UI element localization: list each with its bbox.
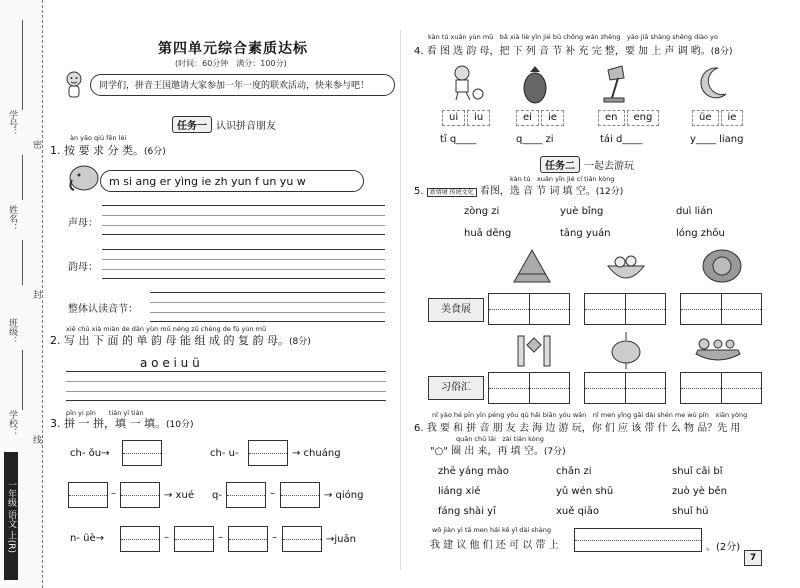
desk-lamp-icon bbox=[600, 64, 636, 104]
q5-score: (12分) bbox=[595, 187, 624, 197]
elephant-icon bbox=[66, 162, 102, 194]
q3-a3: → chuáng bbox=[292, 448, 341, 459]
q4-prompt bbox=[414, 42, 733, 57]
q3-answer-box[interactable] bbox=[228, 526, 268, 552]
q2-number: 2. bbox=[50, 334, 61, 347]
q3-answer-box[interactable] bbox=[68, 482, 108, 508]
option-chip[interactable]: iu bbox=[467, 110, 490, 126]
q4-blank-3[interactable]: tái d____ bbox=[600, 134, 643, 145]
q3-a2: ch- u- bbox=[210, 448, 239, 459]
q5-word[interactable]: zòng zi bbox=[464, 206, 500, 217]
q6-item[interactable]: yǔ wén shū bbox=[556, 486, 614, 497]
q3-dash: – bbox=[218, 532, 223, 543]
q4-number: 4. bbox=[414, 46, 424, 57]
mooncake-icon bbox=[700, 246, 744, 286]
q3-prompt bbox=[50, 415, 193, 431]
q3-dash: – bbox=[111, 488, 116, 499]
q5-word[interactable]: yuè bǐng bbox=[560, 206, 604, 217]
task-two-header bbox=[540, 156, 634, 173]
q6-item[interactable]: shuǐ hú bbox=[672, 506, 709, 517]
q4-pinyin: kàn tú xuǎn yùn mǔ bǎ xià liè yīn jié bǔ chōng wán zhěng yào jiā shàng shēng diào yo bbox=[428, 33, 718, 41]
q1-label-whole: 整体认读音节： bbox=[68, 304, 138, 315]
row-label-food: 美食展 bbox=[428, 298, 484, 322]
q5-word[interactable]: tāng yuán bbox=[560, 228, 611, 239]
q3-b1: → xué bbox=[164, 490, 194, 501]
q3-number: 3. bbox=[50, 417, 61, 430]
page-title: 第四单元综合素质达标 bbox=[158, 41, 308, 57]
q1-label-finals: 韵母： bbox=[68, 262, 98, 273]
q5-word[interactable]: huā dēng bbox=[464, 228, 512, 239]
option-chip[interactable]: ei bbox=[516, 110, 539, 126]
q6-item[interactable]: zuò yè běn bbox=[672, 486, 727, 497]
page-number: 7 bbox=[744, 550, 762, 566]
task-tag: 任务二 bbox=[540, 156, 580, 173]
moon-icon bbox=[696, 64, 732, 102]
q5-prompt bbox=[414, 182, 623, 197]
q3-dash: – bbox=[272, 532, 277, 543]
q6-pinyin-2: quān chū lái zài tián kòng bbox=[456, 435, 544, 443]
q6-tail-pinyin: wǒ jiàn yì tā men hái kě yǐ dài shàng bbox=[432, 526, 551, 534]
q2-vowels: a o e i u ü bbox=[140, 356, 200, 370]
q3-a1: ch- ǒu→ bbox=[70, 448, 110, 459]
margin-line bbox=[22, 350, 23, 410]
q6-number: 6. bbox=[414, 423, 424, 434]
q3-text: 拼 一 拼，填 一 填。 bbox=[64, 417, 166, 430]
lantern-icon bbox=[606, 330, 646, 370]
task-name: 认识拼音朋友 bbox=[216, 121, 276, 132]
q3-pinyin: pīn yi pīn tián yi tián bbox=[66, 409, 144, 417]
q1-writing-line-finals[interactable] bbox=[102, 249, 385, 279]
q6-prompt-2 bbox=[430, 442, 566, 457]
q6-answer-box[interactable] bbox=[574, 528, 702, 552]
q6-score: (7分) bbox=[543, 447, 566, 457]
q4-options-2 bbox=[516, 110, 566, 126]
q5-badge: 新情境 传统文化 bbox=[427, 188, 477, 197]
option-chip[interactable]: ie bbox=[721, 110, 744, 126]
q3-dash: – bbox=[164, 532, 169, 543]
q2-writing-line[interactable] bbox=[66, 371, 386, 401]
q5-pinyin: kàn tú xuǎn yīn jié cí tián kòng bbox=[510, 175, 615, 183]
q6-tail-text: 我 建 议 他 们 还 可 以 带 上 bbox=[430, 540, 559, 551]
page-subtitle: (时间：60分钟 满分：100分) bbox=[175, 59, 287, 68]
margin-line bbox=[22, 155, 23, 200]
task-name: 一起去游玩 bbox=[584, 161, 634, 172]
q3-c2: →juān bbox=[326, 534, 356, 545]
q4-blank-4[interactable]: y____ liang bbox=[690, 134, 744, 145]
q4-options-4 bbox=[692, 110, 745, 126]
row-label-customs: 习俗汇 bbox=[428, 376, 484, 400]
q5-text: 看图，选 音 节 词 填 空。 bbox=[479, 186, 596, 197]
q3-answer-box[interactable] bbox=[174, 526, 214, 552]
q2-score: (8分) bbox=[288, 337, 311, 347]
football-player-icon bbox=[448, 64, 484, 102]
q5-answer-box[interactable] bbox=[488, 293, 570, 325]
q1-number: 1. bbox=[50, 144, 61, 157]
page-divider bbox=[400, 30, 401, 570]
q1-score: (6分) bbox=[144, 147, 166, 157]
q6-text-2: "○" 圈 出 来，再 填 空。 bbox=[430, 446, 544, 457]
label-school: 学校： bbox=[7, 410, 17, 437]
margin-line bbox=[22, 240, 23, 285]
eggplant-icon bbox=[520, 64, 550, 104]
task-tag: 任务一 bbox=[172, 116, 212, 133]
q3-b2: q- bbox=[212, 490, 222, 501]
q6-item[interactable]: zhē yáng mào bbox=[438, 466, 509, 477]
q6-pinyin: nǐ yào hé pīn yīn péng yǒu qù hǎi biān yóu wán nǐ men yīng gāi dài shén me wù pǐn xiān yòng bbox=[432, 411, 748, 419]
q4-options-1 bbox=[442, 110, 492, 126]
q5-word[interactable]: lóng zhōu bbox=[676, 228, 725, 239]
q2-prompt bbox=[50, 332, 311, 348]
q1-writing-line-whole[interactable] bbox=[150, 292, 385, 322]
q3-score: (10分) bbox=[166, 420, 194, 430]
tangyuan-bowl-icon bbox=[604, 246, 648, 286]
task-one-header bbox=[172, 116, 276, 133]
q4-blank-2[interactable]: q____ zi bbox=[516, 134, 554, 145]
q6-tail-score: 。(2分) bbox=[706, 542, 741, 553]
label-name: 姓名： bbox=[7, 205, 17, 232]
option-chip[interactable]: eng bbox=[627, 110, 660, 126]
q3-b3: → qióng bbox=[324, 490, 364, 501]
q2-text: 写 出 下 面 的 单 韵 母 能 组 成 的 复 韵 母。 bbox=[64, 334, 289, 347]
q3-answer-box[interactable] bbox=[280, 482, 320, 508]
q3-answer-box[interactable] bbox=[226, 482, 266, 508]
q5-answer-box[interactable] bbox=[680, 293, 762, 325]
q3-answer-box[interactable] bbox=[120, 482, 160, 508]
q2-pinyin: xiě chū xià miàn de dān yùn mǔ néng zǔ chéng de fù yùn mǔ bbox=[66, 325, 267, 333]
q4-options-3 bbox=[598, 110, 661, 126]
label-class: 班级： bbox=[7, 318, 17, 345]
dragon-boat-icon bbox=[694, 332, 742, 368]
q1-writing-line-initials[interactable] bbox=[102, 205, 385, 235]
seal-mark: 线 bbox=[31, 435, 41, 444]
q3-dash: – bbox=[270, 488, 275, 499]
q1-label-initials: 声母： bbox=[68, 218, 98, 229]
q1-text: 按 要 求 分 类。 bbox=[64, 144, 144, 157]
option-chip[interactable]: üe bbox=[692, 110, 719, 126]
zongzi-icon bbox=[510, 246, 554, 286]
margin-line bbox=[22, 20, 23, 110]
q3-answer-box[interactable] bbox=[120, 526, 160, 552]
q1-letter-bank: m si ang er yìng ie zh yun f un yu w bbox=[100, 170, 364, 192]
q1-prompt bbox=[50, 142, 166, 158]
binding-margin bbox=[0, 0, 43, 588]
seal-mark: 密 bbox=[31, 140, 41, 149]
q6-item[interactable]: chǎn zi bbox=[556, 466, 592, 477]
q6-item[interactable]: fáng shài yī bbox=[438, 506, 496, 517]
q3-answer-box[interactable] bbox=[248, 440, 288, 466]
couplet-icon bbox=[514, 332, 554, 370]
q5-answer-box[interactable] bbox=[680, 372, 762, 404]
q6-item[interactable]: liáng xié bbox=[438, 486, 481, 497]
q1-pinyin: àn yāo qiú fēn lèi bbox=[70, 134, 127, 142]
q3-answer-box[interactable] bbox=[122, 440, 162, 466]
q6-text: 我 要 和 拼 音 朋 友 去 海 边 游 玩，你 们 应 该 带 什 么 物 品？先 用 bbox=[426, 423, 741, 434]
q6-item[interactable]: xuě qiāo bbox=[556, 506, 599, 517]
q3-c1: n- üè→ bbox=[70, 533, 104, 544]
grade-label: 一年级 语文 上(R) bbox=[4, 452, 18, 580]
q4-blank-1[interactable]: tī q____ bbox=[440, 134, 477, 145]
q4-score: (8分) bbox=[710, 47, 733, 57]
option-chip[interactable]: ie bbox=[541, 110, 564, 126]
q6-item[interactable]: shuǐ cǎi bǐ bbox=[672, 466, 723, 477]
q6-prompt bbox=[414, 419, 740, 434]
label-number: 学号： bbox=[7, 110, 17, 137]
q5-answer-box[interactable] bbox=[584, 293, 666, 325]
child-mascot-icon bbox=[62, 70, 86, 100]
q5-word[interactable]: duì lián bbox=[676, 206, 713, 217]
seal-mark: 封 bbox=[31, 290, 41, 299]
q3-answer-box[interactable] bbox=[282, 526, 322, 552]
q5-answer-box[interactable] bbox=[584, 372, 666, 404]
q5-number: 5. bbox=[414, 186, 424, 197]
q4-text: 看 图 选 韵 母，把 下 列 音 节 补 充 完 整，要 加 上 声 调 哟。 bbox=[426, 46, 711, 57]
option-chip[interactable]: ui bbox=[442, 110, 465, 126]
option-chip[interactable]: en bbox=[598, 110, 625, 126]
q5-answer-box[interactable] bbox=[488, 372, 570, 404]
intro-bubble: 同学们，拼音王国邀请大家参加一年一度的联欢活动，快来参与吧！ bbox=[90, 74, 395, 96]
